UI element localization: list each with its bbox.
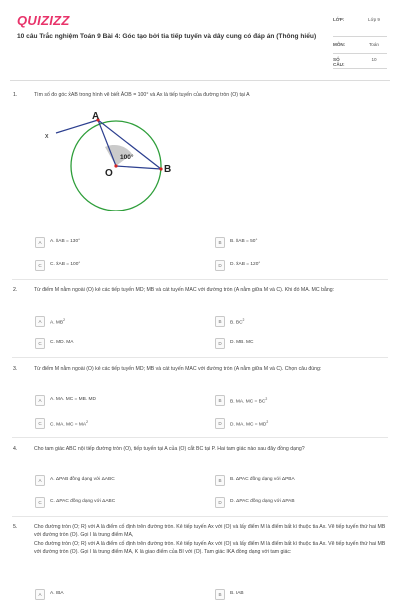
option-letter: C bbox=[35, 260, 45, 271]
option-text: A. ΔPAB đồng dạng với ΔABC bbox=[50, 476, 115, 482]
question-text: Cho tam giác ABC nội tiếp đường tròn (O), tiếp tuyến tại A của (O) cắt BC tại P. Hai tam giác nào sau đây đồng dạng? bbox=[34, 446, 305, 452]
geometry-figure bbox=[40, 106, 180, 211]
label-x: x bbox=[45, 133, 49, 140]
option-letter: C bbox=[35, 418, 45, 429]
question-text: Tìm số đo góc x̂AB trong hình vẽ biết ÂOB = 100° và Ax là tiếp tuyến của đường tròn (O) tại A bbox=[34, 92, 250, 98]
meta-label: LỚP: bbox=[333, 17, 345, 22]
option-text: C. MD. MA bbox=[50, 339, 74, 345]
question-number: 2. bbox=[13, 287, 18, 293]
option-letter: B bbox=[215, 316, 225, 327]
point-o bbox=[114, 164, 117, 167]
label-a: A bbox=[92, 111, 100, 122]
option-letter: B bbox=[215, 395, 225, 406]
option-letter: D bbox=[215, 260, 225, 271]
question-number: 3. bbox=[13, 366, 18, 372]
meta-value: Toán bbox=[369, 42, 379, 47]
option-text: C. MA. MC = $MA^2$ bbox=[50, 419, 89, 428]
question-text: Từ điểm M nằm ngoài (O) kẻ các tiếp tuyến MD; MB và cát tuyến MAC với đường tròn (A nằm giữa M và C). Khi đó MA. MC bằng: bbox=[34, 287, 335, 293]
label-o: O bbox=[105, 168, 113, 179]
option-text: C. ΔPAC đồng dạng với ΔABC bbox=[50, 498, 116, 504]
option-letter: B bbox=[215, 237, 225, 248]
option-letter: A bbox=[35, 395, 45, 406]
option-text: A. $MB^2$ bbox=[50, 317, 65, 326]
option-text: B. ΔPAC đồng dạng với ΔPBA bbox=[230, 476, 295, 482]
question-text: Từ điểm M nằm ngoài (O) kẻ các tiếp tuyến MD; MB và cát tuyến MAC với đường tròn (A nằm giữa M và C). Chọn câu đúng: bbox=[34, 366, 322, 372]
option-text: A. MA. MC = MB. MD bbox=[50, 396, 96, 402]
question-number: 1. bbox=[13, 92, 18, 98]
option-text: A. x̂AB = 130° bbox=[50, 238, 81, 244]
option-letter: D bbox=[215, 418, 225, 429]
meta-label: SỐ CÂU: bbox=[333, 57, 345, 67]
option-text: A. IBA bbox=[50, 590, 64, 596]
option-text: D. MA. MC = $MD^2$ bbox=[230, 419, 269, 428]
option-letter: B bbox=[215, 589, 225, 600]
meta-label: MÔN: bbox=[333, 42, 346, 47]
quizizz-logo: QUIZIZZ bbox=[17, 13, 70, 28]
option-text: B. x̂AB = 50° bbox=[230, 238, 258, 244]
option-text: D. x̂AB = 120° bbox=[230, 261, 261, 267]
option-text: D. ΔPAC đồng dạng với ΔPAB bbox=[230, 498, 295, 504]
meta-value: Lớp 9 bbox=[368, 17, 380, 22]
point-b bbox=[159, 167, 162, 170]
option-text: B. MA. MC = $BC^2$ bbox=[230, 396, 268, 405]
option-letter: A bbox=[35, 589, 45, 600]
option-text: B. IAB bbox=[230, 590, 244, 596]
option-letter: A bbox=[35, 316, 45, 327]
page-title: 10 câu Trắc nghiệm Toán 9 Bài 4: Góc tạo bởi tia tiếp tuyến và dây cung có đáp án (Thông hiểu) bbox=[17, 33, 317, 40]
option-letter: C bbox=[35, 497, 45, 508]
question-number: 5. bbox=[13, 524, 18, 530]
option-text: D. MB. MC bbox=[230, 339, 254, 345]
option-letter: D bbox=[215, 338, 225, 349]
option-text: C. x̂AB = 100° bbox=[50, 261, 81, 267]
label-angle: 100° bbox=[120, 154, 134, 161]
option-letter: C bbox=[35, 338, 45, 349]
label-b: B bbox=[164, 164, 172, 175]
option-letter: A bbox=[35, 475, 45, 486]
option-letter: A bbox=[35, 237, 45, 248]
option-letter: B bbox=[215, 475, 225, 486]
radius-ob bbox=[116, 166, 161, 169]
question-paragraph: Cho đường tròn (O; R) với A là điểm cố định trên đường tròn. Kẻ tiếp tuyến Ax với (O) và lấy điểm M là điểm bất kì thuộc tia Ax. Vẽ tiếp tuyến thứ hai MB với đường tròn (O). Gọi I là trung điểm MA, K là giao điểm của BI với (O). Tam giác IKA đồng dạng với tam giác: bbox=[34, 541, 386, 555]
question-paragraph: Cho đường tròn (O; R) với A là điểm cố định trên đường tròn. Kẻ tiếp tuyến Ax với (O) và lấy điểm M là điểm bất kì thuộc tia Ax. Vẽ tiếp tuyến thứ hai MB với đường tròn (O). Gọi I là trung điểm MA, bbox=[34, 524, 386, 538]
meta-value: 10 bbox=[371, 57, 377, 62]
question-text bbox=[34, 524, 386, 558]
question-number: 4. bbox=[13, 446, 18, 452]
option-letter: D bbox=[215, 497, 225, 508]
option-text: B. $BC^2$ bbox=[230, 317, 245, 326]
header bbox=[0, 0, 400, 72]
